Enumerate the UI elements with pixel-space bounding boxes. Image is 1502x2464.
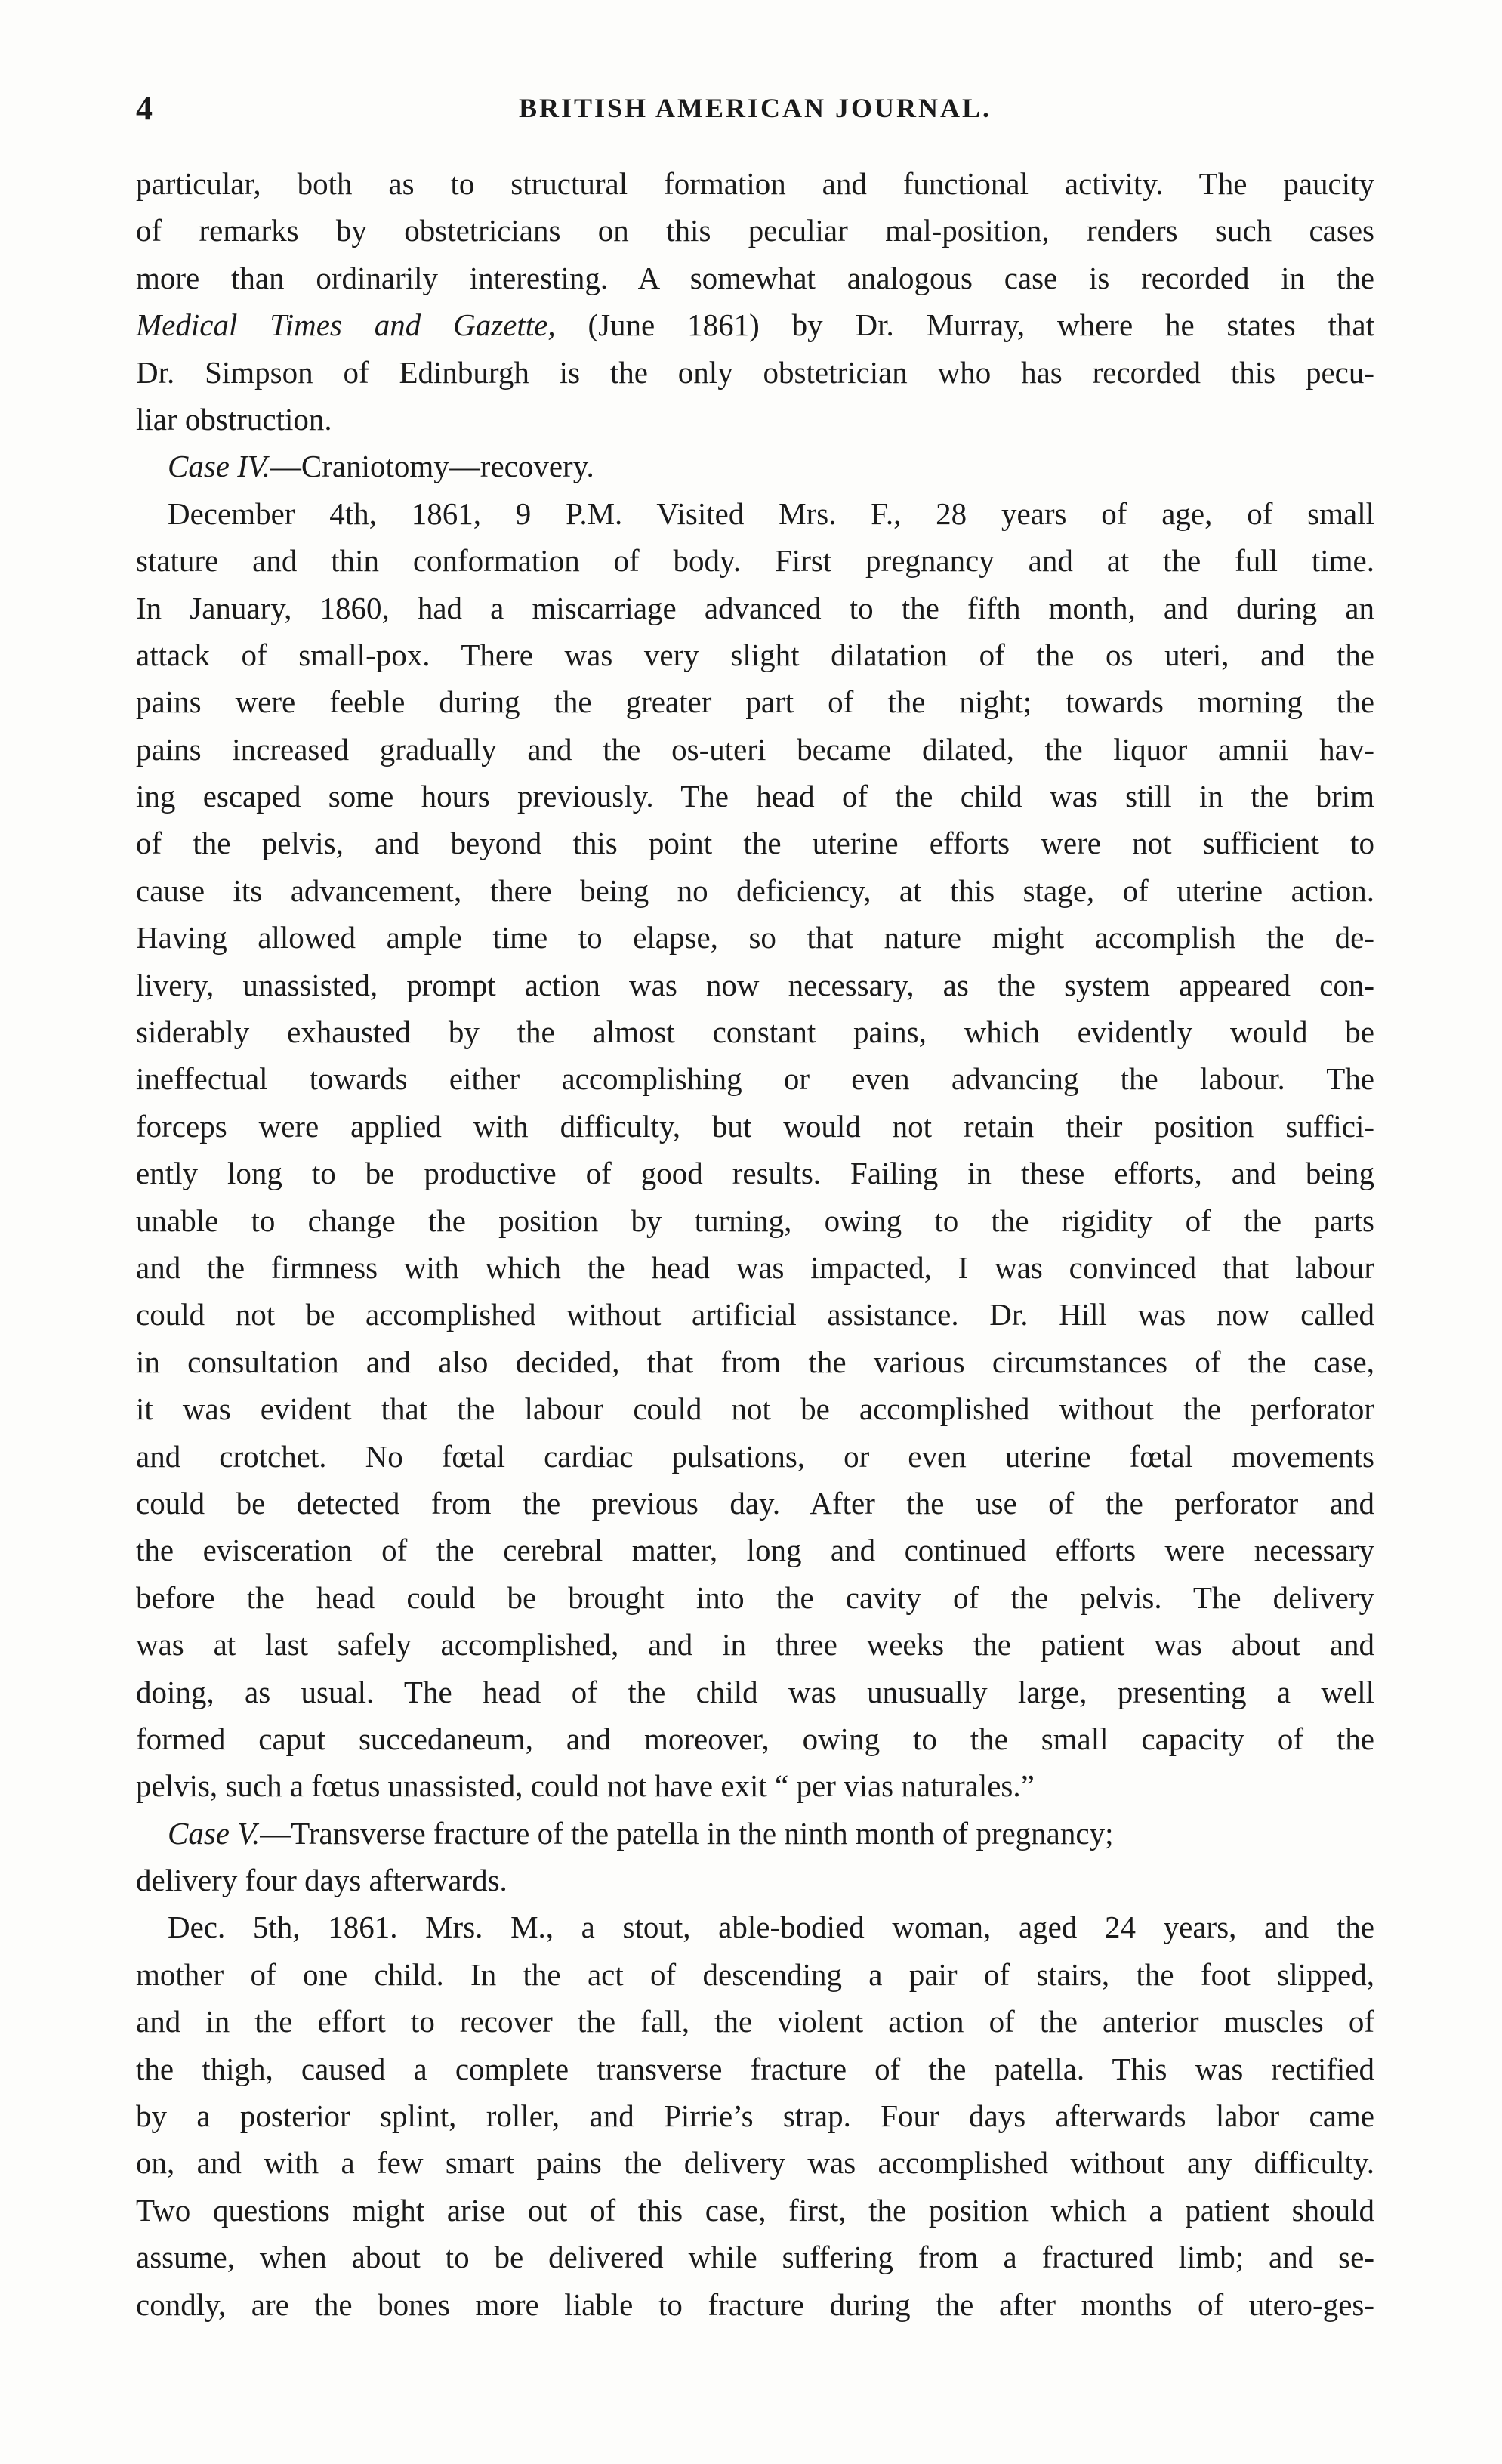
text-line: ing escaped some hours previously. The head of the child was still in the brim: [136, 779, 1374, 814]
text-line: particular, both as to structural formation and functional activity. The paucity: [136, 166, 1374, 201]
text-line: formed caput succedaneum, and moreover, owing to the small capacity of the: [136, 1721, 1374, 1756]
text-line: pelvis, such a fœtus unassisted, could not have exit “ per vias naturales.”: [136, 1768, 1035, 1804]
text-line: the evisceration of the cerebral matter, long and continued efforts were necessary: [136, 1533, 1374, 1568]
text-line: delivery four days afterwards.: [136, 1863, 507, 1898]
text-line: unable to change the position by turning, owing to the rigidity of the parts: [136, 1203, 1374, 1238]
text-line: [136, 1810, 1374, 1857]
text-line: more than ordinarily interesting. A somewhat analogous case is recorded in the: [136, 260, 1374, 295]
page-number: 4: [136, 90, 153, 127]
text-line: doing, as usual. The head of the child was unusually large, presenting a well: [136, 1674, 1374, 1709]
text-line: and in the effort to recover the fall, the violent action of the anterior muscles of: [136, 2004, 1374, 2039]
text-line: could not be accomplished without artificial assistance. Dr. Hill was now called: [136, 1297, 1374, 1332]
roman-text: —Transverse fracture of the patella in the ninth month of pregnancy;: [260, 1815, 1114, 1851]
text-line: In January, 1860, had a miscarriage advanced to the fifth month, and during an: [136, 590, 1374, 625]
text-line: cause its advancement, there being no deficiency, at this stage, of uterine action.: [136, 872, 1374, 908]
text-line: the thigh, caused a complete transverse fracture of the patella. This was rectified: [136, 2051, 1374, 2086]
text-line: Having allowed ample time to elapse, so that nature might accomplish the de-: [136, 920, 1374, 956]
text-line: [136, 301, 1374, 348]
text-line: and crotchet. No fœtal cardiac pulsations, or even uterine fœtal movements: [136, 1438, 1374, 1474]
text-line: of remarks by obstetricians on this peculiar mal-position, renders such cases: [136, 213, 1374, 249]
text-line: was at last safely accomplished, and in three weeks the patient was about and: [136, 1627, 1374, 1663]
text-line: could be detected from the previous day. After the use of the perforator and: [136, 1485, 1374, 1521]
text-line: mother of one child. In the act of descending a pair of stairs, the foot slipped,: [136, 1956, 1374, 1992]
text-line: on, and with a few smart pains the delivery was accomplished without any difficulty.: [136, 2145, 1374, 2181]
page-header: [136, 89, 1374, 134]
article-body: [136, 160, 1374, 2328]
italic-text: Medical Times and Gazette,: [136, 307, 556, 343]
text-line: in consultation and also decided, that from the various circumstances of the case,: [136, 1344, 1374, 1379]
text-line: Dr. Simpson of Edinburgh is the only obstetrician who has recorded this pecu-: [136, 354, 1374, 390]
italic-text: Case IV.: [168, 449, 270, 484]
text-line: by a posterior splint, roller, and Pirrie’s strap. Four days afterwards labor came: [136, 2098, 1374, 2134]
text-line: forceps were applied with difficulty, but would not retain their position suffici-: [136, 1108, 1374, 1144]
text-line: December 4th, 1861, 9 P.M. Visited Mrs. F., 28 years of age, of small: [168, 496, 1374, 531]
text-line: attack of small-pox. There was very slight dilatation of the os uteri, and the: [136, 637, 1374, 672]
italic-text: Case V.: [168, 1815, 261, 1851]
text-line: pains were feeble during the greater part of the night; towards morning the: [136, 684, 1374, 720]
text-line: ineffectual towards either accomplishing or even advancing the labour. The: [136, 1061, 1374, 1097]
text-line: Two questions might arise out of this case, first, the position which a patient should: [136, 2192, 1374, 2228]
text-line: it was evident that the labour could not be accomplished without the perforator: [136, 1391, 1374, 1427]
text-line: before the head could be brought into the cavity of the pelvis. The delivery: [136, 1579, 1374, 1615]
text-line: livery, unassisted, prompt action was now necessary, as the system appeared con-: [136, 967, 1374, 1002]
text-line: assume, when about to be delivered while suffering from a fractured limb; and se-: [136, 2240, 1374, 2275]
running-title: BRITISH AMERICAN JOURNAL.: [518, 93, 992, 123]
text-line: ently long to be productive of good results. Failing in these efforts, and being: [136, 1156, 1374, 1191]
roman-text: —Craniotomy—recovery.: [270, 449, 594, 484]
text-line: siderably exhausted by the almost constant pains, which evidently would be: [136, 1014, 1374, 1050]
text-line: and the firmness with which the head was impacted, I was convinced that labour: [136, 1249, 1374, 1285]
text-line: stature and thin conformation of body. First pregnancy and at the full time.: [136, 543, 1374, 579]
text-line: of the pelvis, and beyond this point the uterine efforts were not sufficient to: [136, 826, 1374, 861]
text-line: condly, are the bones more liable to fracture during the after months of utero-ges-: [136, 2286, 1374, 2322]
roman-text: (June 1861) by Dr. Murray, where he states that: [555, 307, 1374, 343]
text-line: [136, 443, 1374, 489]
text-line: Dec. 5th, 1861. Mrs. M., a stout, able-bodied woman, aged 24 years, and the: [168, 1910, 1374, 1945]
text-line: liar obstruction.: [136, 401, 332, 437]
text-line: pains increased gradually and the os-uteri became dilated, the liquor amnii hav-: [136, 731, 1374, 767]
